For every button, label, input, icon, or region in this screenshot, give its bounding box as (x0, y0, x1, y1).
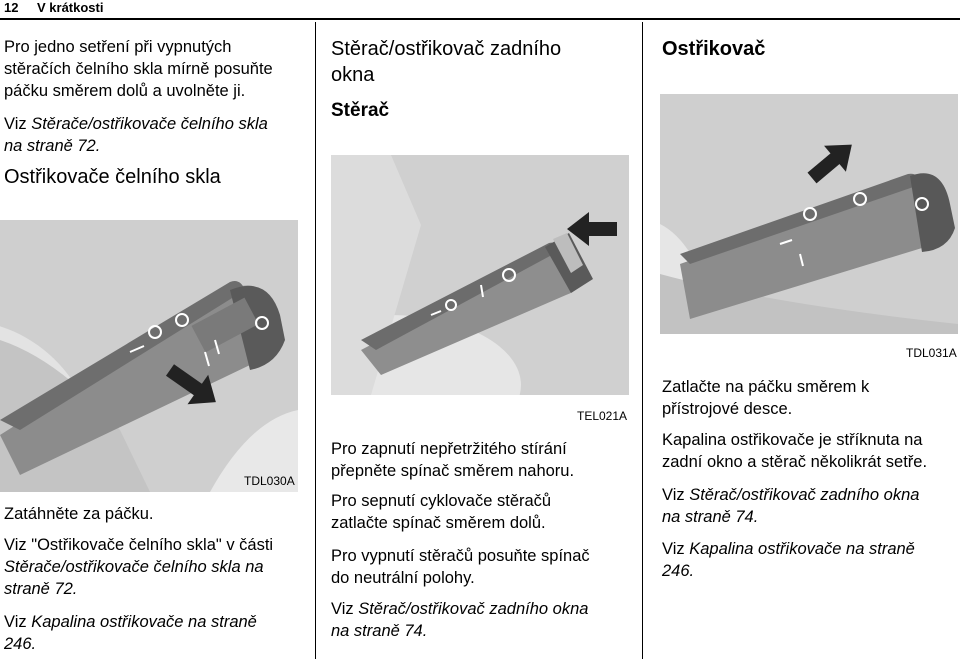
col1-ref-link-1[interactable]: Viz Stěrače/ostřikovače čelního skla na straně 72. (4, 115, 268, 155)
col3-ref-link-1[interactable]: Viz Stěrač/ostřikovač zadního okna na straně 74. (662, 486, 920, 526)
col2-subheading: Stěrač (331, 100, 390, 121)
col1-heading: Ostřikovače čelního skla (4, 166, 221, 188)
section-title: V krátkosti (37, 0, 104, 15)
col3-figure-label: TDL031A (906, 346, 957, 360)
column-divider-2 (642, 22, 643, 659)
col2-paragraph-2: Pro sepnutí cyklovače stěračů zatlačte spínač směrem dolů. (331, 492, 552, 532)
col1-pull-text: Zatáhněte za páčku. (4, 505, 154, 523)
page-header (0, 0, 960, 20)
page-number: 12 (4, 0, 19, 15)
col3-ref-link-2[interactable]: Viz Kapalina ostřikovače na straně 246. (662, 540, 915, 580)
col2-heading: Stěrač/ostřikovač zadního okna (331, 38, 562, 86)
column-divider-1 (315, 22, 316, 659)
header-rule (0, 18, 960, 20)
col2-paragraph-3: Pro vypnutí stěračů posuňte spínač do neutrální polohy. (331, 547, 590, 587)
col3-figure-washer (660, 94, 958, 334)
col1-intro: Pro jedno setření při vypnutých stěračích čelního skla mírně posuňte páčku směrem dolů a uvolněte ji. (4, 38, 273, 100)
col1-ref-link-3[interactable]: Viz Kapalina ostřikovače na straně 246. (4, 613, 257, 653)
col1-figure-lever-pull (0, 220, 298, 492)
col1-ref-link-2[interactable]: Viz "Ostřikovače čelního skla" v části Stěrače/ostřikovače čelního skla na straně 72. (4, 536, 274, 598)
col2-figure-rear-wiper (331, 155, 629, 395)
col2-figure-label: TEL021A (577, 409, 628, 423)
col1-figure-label: TDL030A (244, 474, 295, 488)
col3-heading: Ostřikovač (662, 38, 766, 60)
col3-paragraph-1: Zatlačte na páčku směrem k přístrojové desce. (662, 378, 870, 418)
col2-paragraph-1: Pro zapnutí nepřetržitého stírání přepněte spínač směrem nahoru. (331, 440, 575, 480)
col3-paragraph-2: Kapalina ostřikovače je stříknuta na zadní okno a stěrač několikrát setře. (662, 431, 928, 471)
col2-ref-link[interactable]: Viz Stěrač/ostřikovač zadního okna na straně 74. (331, 600, 589, 640)
